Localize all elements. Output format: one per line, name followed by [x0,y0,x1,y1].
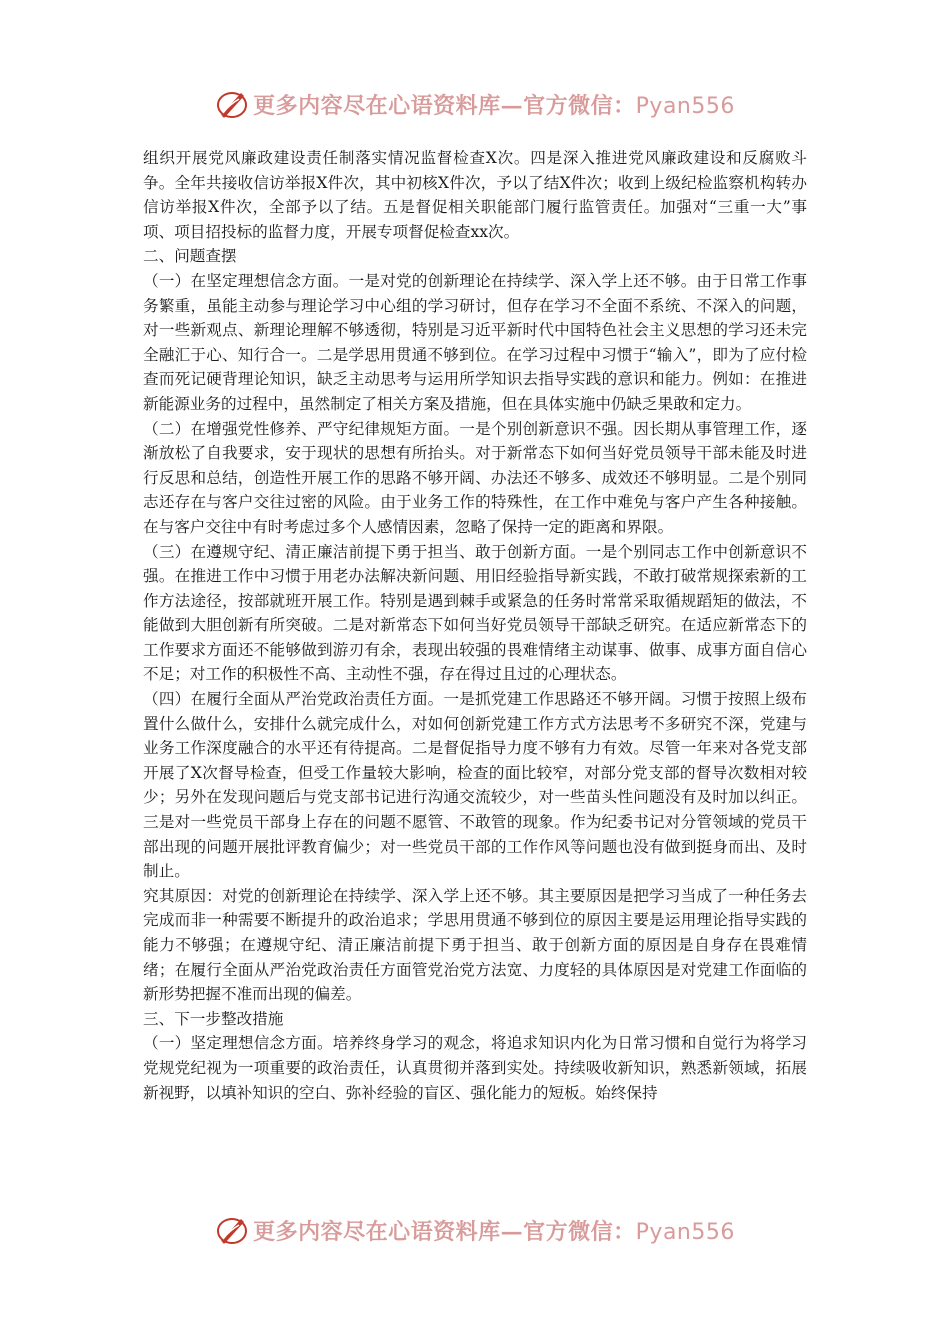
paragraph-responsibility: （四）在履行全面从严治党政治责任方面。一是抓党建工作思路还不够开阔。习惯于按照上级布置什么做什么，安排什么就完成什么，对如何创新党建工作方式方法思考不多研究不深，党建与业务工作深度融合的水平还有待提高。二是督促指导力度不够有力有效。尽管一年来对各党支部开展了X次督导检查，但受工作量较大影响，检查的面比较窄，对部分党支部的督导次数相对较少；另外在发现问题后与党支部书记进行沟通交流较少，对一些苗头性问题没有及时加以纠正。三是对一些党员干部身上存在的问题不愿管、不敢管的现象。作为纪委书记对分管领域的党员干部出现的问题开展批评教育偏少；对一些党员干部的工作作风等问题也没有做到挺身而出、及时制止。 [143,690,807,881]
pen-feather-icon [215,87,249,121]
watermark-handle: Pyan556 [635,1219,735,1245]
paragraph-innovation: （三）在遵规守纪、清正廉洁前提下勇于担当、敢于创新方面。一是个别同志工作中创新意识不强。在推进工作中习惯于用老办法解决新问题、用旧经验指导新实践，不敢打破常规探索新的工作方法途径，按部就班开展工作。特别是遇到棘手或紧急的任务时常常采取循规蹈矩的做法，不能做到大胆创新有所突破。二是对新常态下如何当好党员领导干部缺乏研究。在适应新常态下的工作要求方面还不能够做到游刃有余，表现出较强的畏难情绪主动谋事、做事、成事方面自信心不足；对工作的积极性不高、主动性不强，存在得过且过的心理状态。 [143,542,807,684]
paragraph-measures-ideals: （一）坚定理想信念方面。培养终身学习的观念，将追求知识内化为日常习惯和自觉行为将学习党规党纪视为一项重要的政治责任，认真贯彻并落到实处。持续吸收新知识，熟悉新领域，拓展新视野，以填补知识的空白、弥补经验的盲区、强化能力的短板。始终保持 [143,1034,807,1102]
paragraph-party-spirit: （二）在增强党性修养、严守纪律规矩方面。一是个别创新意识不强。因长期从事管理工作，逐渐放松了自我要求，安于现状的思想有所抬头。对于新常态下如何当好党员领导干部未能及时进行反思和总结，创造性开展工作的思路不够开阔、办法还不够多、成效还不够明显。二是个别同志还存在与客户交往过密的风险。由于业务工作的特殊性，在工作中难免与客户产生各种接触。在与客户交往中有时考虑过多个人感情因素，忽略了保持一定的距离和界限。 [143,419,807,536]
paragraph-root-causes: 究其原因：对党的创新理论在持续学、深入学上还不够。其主要原因是把学习当成了一种任务去完成而非一种需要不断提升的政治追求；学思用贯通不够到位的原因主要是运用理论指导实践的能力不够强；在遵规守纪、清正廉洁前提下勇于担当、敢于创新方面的原因是自身存在畏难情绪；在履行全面从严治党政治责任方面管党治党方法宽、力度轻的具体原因是对党建工作面临的新形势把握不准而出现的偏差。 [143,886,807,1004]
section-heading-problems: 二、问题查摆 [143,247,237,266]
watermark-text: 更多内容尽在心语资料库—官方微信：Pyan556 [253,1218,735,1245]
watermark-banner-top [0,82,950,126]
document-body [143,146,807,1192]
watermark-text: 更多内容尽在心语资料库—官方微信：Pyan556 [253,92,735,119]
watermark-banner-bottom [0,1208,950,1252]
paragraph-continuation: 组织开展党风廉政建设责任制落实情况监督检查X次。四是深入推进党风廉政建设和反腐败斗争。全年共接收信访举报X件次，其中初核X件次，予以了结X件次；收到上级纪检监察机构转办信访举报X件次，全部予以了结。五是督促相关职能部门履行监管责任。加强对“三重一大”事项、项目招投标的监督力度，开展专项督促检查xx次。 [143,149,807,241]
section-heading-measures: 三、下一步整改措施 [143,1009,284,1028]
watermark-handle: Pyan556 [635,93,735,119]
pen-feather-icon [215,1213,249,1247]
paragraph-ideals: （一）在坚定理想信念方面。一是对党的创新理论在持续学、深入学上还不够。由于日常工作事务繁重，虽能主动参与理论学习中心组的学习研讨，但存在学习不全面不系统、不深入的问题，对一些新观点、新理论理解不够透彻，特别是习近平新时代中国特色社会主义思想的学习还未完全融汇于心、知行合一。二是学思用贯通不够到位。在学习过程中习惯于“输入”，即为了应付检查而死记硬背理论知识，缺乏主动思考与运用所学知识去指导实践的意识和能力。例如：在推进新能源业务的过程中，虽然制定了相关方案及措施，但在具体实施中仍缺乏果敢和定力。 [143,271,807,413]
